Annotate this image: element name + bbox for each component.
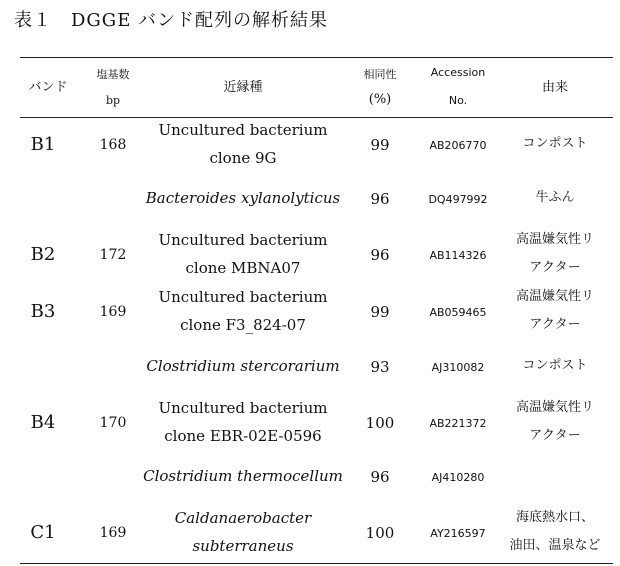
cell-identity: 100 xyxy=(365,414,395,432)
cell-bp: 169 xyxy=(99,304,127,320)
header-accession-bottom: No. xyxy=(448,94,468,107)
cell-accession: AB059465 xyxy=(429,306,487,319)
cell-origin xyxy=(505,352,605,380)
species-line-1: Uncultured bacterium xyxy=(158,231,328,249)
cell-origin xyxy=(505,504,605,560)
cell-accession: AJ410280 xyxy=(431,471,485,484)
cell-bp: 170 xyxy=(99,415,127,431)
cell-accession: DQ497992 xyxy=(428,193,488,206)
origin-line-2: アクター xyxy=(529,428,581,443)
species-line-1: Uncultured bacterium xyxy=(158,121,328,139)
cell-accession: AJ310082 xyxy=(431,361,485,374)
species-line-1: Uncultured bacterium xyxy=(158,288,328,306)
cell-origin xyxy=(505,283,605,339)
cell-band: B3 xyxy=(30,301,56,322)
origin-line-1: 高温嫌気性リ xyxy=(515,400,594,415)
cell-species xyxy=(133,352,353,380)
species-line-2: clone 9G xyxy=(209,149,277,167)
cell-origin xyxy=(505,226,605,282)
cell-species xyxy=(133,462,353,490)
header-band: バンド xyxy=(28,80,68,95)
species-line-1: Bacteroides xylanolyticus xyxy=(145,189,341,207)
species-line-1: Caldanaerobacter xyxy=(174,509,312,527)
origin-line-1: コンポスト xyxy=(522,136,588,151)
cell-species xyxy=(133,283,353,339)
cell-identity: 99 xyxy=(370,303,390,321)
cell-species xyxy=(133,226,353,282)
species-line-1: Uncultured bacterium xyxy=(158,399,328,417)
bottom-rule xyxy=(20,563,613,564)
cell-accession: AB221372 xyxy=(429,417,487,430)
cell-identity: 93 xyxy=(370,358,390,376)
origin-line-1: 高温嫌気性リ xyxy=(515,232,594,247)
header-origin: 由来 xyxy=(541,80,568,95)
cell-accession: AB114326 xyxy=(429,249,487,262)
header-bp-bottom: bp xyxy=(105,94,121,107)
species-line-1: Clostridium stercorarium xyxy=(146,357,340,375)
species-line-2: clone EBR-02E-0596 xyxy=(164,427,322,445)
cell-species xyxy=(133,116,353,172)
cell-identity: 96 xyxy=(370,246,390,264)
cell-origin xyxy=(505,130,605,158)
cell-band: B4 xyxy=(30,412,56,433)
origin-line-2: アクター xyxy=(529,317,581,332)
cell-band: C1 xyxy=(30,522,56,543)
cell-origin xyxy=(505,394,605,450)
cell-identity: 100 xyxy=(365,524,395,542)
species-line-2: clone F3_824-07 xyxy=(180,316,306,334)
origin-line-2: アクター xyxy=(529,260,581,275)
header-identity-bottom: (%) xyxy=(368,92,392,107)
cell-identity: 96 xyxy=(370,468,390,486)
origin-line-1: 高温嫌気性リ xyxy=(515,289,594,304)
cell-accession: AB206770 xyxy=(429,139,487,152)
cell-bp: 168 xyxy=(99,137,127,153)
species-line-2: subterraneus xyxy=(192,537,294,555)
origin-line-2: 油田、温泉など xyxy=(509,538,601,553)
cell-identity: 96 xyxy=(370,190,390,208)
cell-band: B1 xyxy=(30,134,56,155)
cell-origin xyxy=(505,184,605,212)
species-line-2: clone MBNA07 xyxy=(185,259,301,277)
cell-species xyxy=(133,184,353,212)
cell-accession: AY216597 xyxy=(430,527,486,540)
origin-line-1: コンポスト xyxy=(522,358,588,373)
cell-bp: 172 xyxy=(99,247,127,263)
cell-species xyxy=(133,504,353,560)
species-line-1: Clostridium thermocellum xyxy=(143,467,343,485)
cell-identity: 99 xyxy=(370,136,390,154)
cell-band: B2 xyxy=(30,244,56,265)
cell-bp: 169 xyxy=(99,525,127,541)
header-bp-top: 塩基数 xyxy=(96,68,130,81)
table-title: 表１ DGGE バンド配列の解析結果 xyxy=(14,10,329,31)
top-rule xyxy=(20,57,613,58)
cell-species xyxy=(133,394,353,450)
origin-line-1: 牛ふん xyxy=(535,190,575,205)
header-identity-top: 相同性 xyxy=(363,68,397,81)
origin-line-1: 海底熱水口、 xyxy=(515,510,594,525)
header-accession-top: Accession xyxy=(430,66,486,79)
header-species: 近縁種 xyxy=(223,80,263,95)
